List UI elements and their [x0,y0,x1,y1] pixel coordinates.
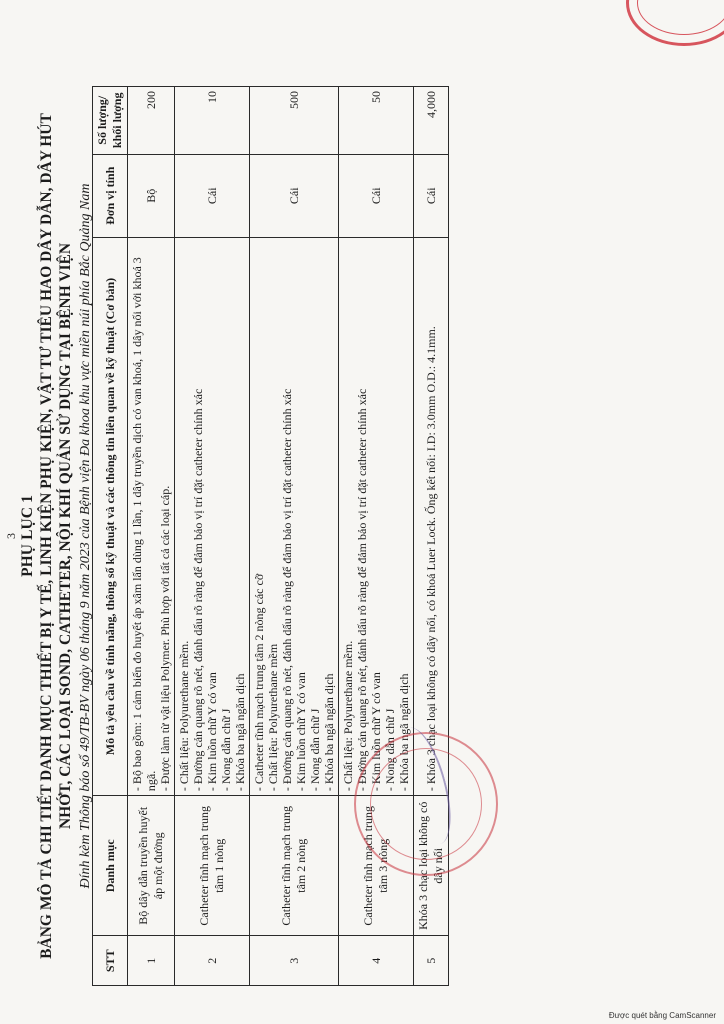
row-qty: 4,000 [414,87,449,155]
row-qty: 50 [339,87,414,155]
row-desc [339,237,414,795]
row-unit: Cái [250,154,339,237]
desc-line: - Kim luồn chữ Y có van [205,672,219,792]
row-name: Catheter tĩnh mạch trung tâm 1 nòng [175,796,250,936]
appendix-label: PHỤ LỤC 1 [19,495,36,577]
row-unit: Cái [175,154,250,237]
desc-line: - Nong dẫn chữ J [219,708,233,792]
col-desc-header: Mô tả yêu cầu về tính năng, thông số kỹ thuật và các thông tin liên quan về kỹ thuật (Cơ bản) [93,237,128,795]
row-name: Catheter tĩnh mạch trung tâm 3 nòng [339,796,414,936]
table-header-row [93,87,128,986]
desc-line: - Khóa ba ngã ngăn dịch [322,673,336,792]
title-line-2: NHỚT, CÁC LOẠI SOND, CATHETER, NỘI KHÍ QUẢN SỬ DỤNG TẠI BỆNH VIỆN [57,242,74,830]
corner-seal-stamp [626,0,724,46]
row-stt: 3 [250,936,339,986]
row-qty: 500 [250,87,339,155]
row-desc [128,237,175,795]
row-stt: 2 [175,936,250,986]
desc-line: - Khóa 3 chạc loại không có dây nối, có khoá Luer Lock. Ống kết nối: I.D: 3.0mm O.D.: 4.1mm. [424,326,438,792]
table-row [175,87,250,986]
subtitle: Đính kèm Thông báo số 49/TB-BV ngày 06 tháng 9 năm 2023 của Bệnh viện Đa khoa khu vực miền núi phía Bắc Quảng Nam [78,183,93,889]
desc-line: - Nong dẫn chữ J [383,708,397,792]
row-stt: 1 [128,936,175,986]
col-name-header: Danh mục [93,796,128,936]
table-row [128,87,175,986]
desc-line: - Kim luồn chữ Y có van [294,672,308,792]
rotated-document [4,86,564,986]
desc-line: - Chất liệu: Polyurethane mềm [266,643,280,792]
desc-line: - Bộ bao gồm: 1 cảm biến đo huyết áp xâm lấn dùng 1 lần, 1 dây truyền dịch có van khoá, 1 dây nối với khoá 3 ngã. [130,257,158,792]
row-name: Bộ dây dẫn truyền huyết áp một đường [128,796,175,936]
desc-line: - Catheter tĩnh mạch trung tâm 2 nòng các cỡ [252,573,266,792]
desc-line: - Khóa ba ngã ngăn dịch [397,673,411,792]
desc-line: - Kim luồn chữ Y có van [369,672,383,792]
row-name: Catheter tĩnh mạch trung tâm 2 nòng [250,796,339,936]
desc-line: - Nong dẫn chữ J [308,708,322,792]
page-number: 3 [4,533,18,539]
col-qty-header: Số lượng/ khối lượng [93,87,128,155]
desc-line: - Đường cản quang rõ nét, đánh dấu rõ ràng để đảm bảo vị trí đặt catheter chính xác [191,388,205,792]
row-name: Khóa 3 chạc loại không có dây nối [414,796,449,936]
row-desc [250,237,339,795]
desc-line: - Chất liệu: Polyurethane mềm. [177,640,191,792]
desc-line: - Chất liệu: Polyurethane mềm. [341,640,355,792]
row-desc [175,237,250,795]
row-desc [414,237,449,795]
desc-line: - Khóa ba ngã ngăn dịch [233,673,247,792]
row-stt: 4 [339,936,414,986]
col-unit-header: Đơn vị tính [93,154,128,237]
row-qty: 10 [175,87,250,155]
scanner-watermark: Được quét bằng CamScanner [608,1011,716,1020]
row-unit: Cái [414,154,449,237]
row-stt: 5 [414,936,449,986]
desc-line: - Được làm từ vật liệu Polymer. Phù hợp với tất cả các loại cáp. [158,485,172,792]
title-line-1: BẢNG MÔ TẢ CHI TIẾT DANH MỤC THIẾT BỊ Y TẾ, LINH KIỆN PHỤ KIỆN, VẬT TƯ TIÊU HAO DÂY DẪN, DÂY HÚT [38,113,55,959]
row-qty: 200 [128,87,175,155]
table-row [250,87,339,986]
col-stt-header: STT [93,936,128,986]
desc-line: - Đường cản quang rõ nét, đánh dấu rõ ràng để đảm bảo vị trí đặt catheter chính xác [355,388,369,792]
document-header [4,86,94,986]
row-unit: Bộ [128,154,175,237]
desc-line: - Đường cản quang rõ nét, đánh dấu rõ ràng để đảm bảo vị trí đặt catheter chính xác [280,388,294,792]
row-unit: Cái [339,154,414,237]
